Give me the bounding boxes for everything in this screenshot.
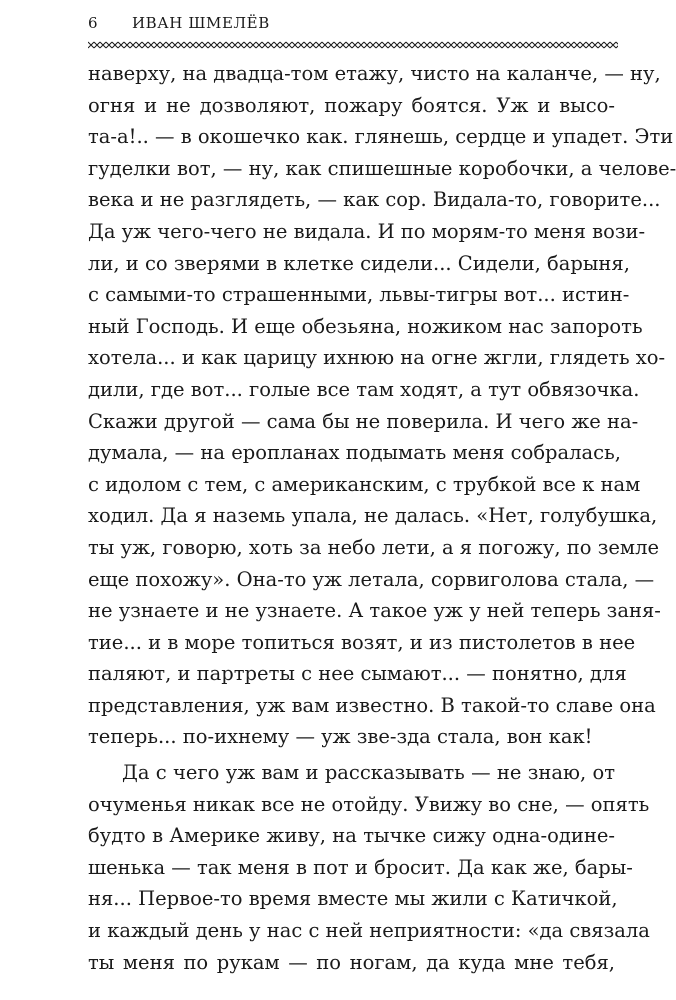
text-line: думала, — на еропланах подымать меня собралась, (88, 441, 621, 465)
text-line: ня... Первое-то время вместе мы жили с Катичкой, (88, 887, 618, 911)
text-line: та-а!.. — в окошечко как. глянешь, сердце и упадет. Эти (88, 125, 674, 149)
text-line: огня и не дозволяют, пожару боятся. Уж и высо- (88, 93, 615, 117)
paragraph (88, 757, 650, 978)
running-header-author: ИВАН ШМЕЛЁВ (132, 14, 270, 32)
text-line: дили, где вот... голые все там ходят, а тут обвязочка. (88, 377, 640, 401)
text-line: ты уж, говорю, хоть за небо лети, а я погожу, по земле (88, 535, 660, 559)
text-line: Да с чего уж вам и рассказывать — не знаю, от (122, 761, 615, 785)
text-line: с идолом с тем, с американским, с трубкой все к нам (88, 472, 641, 496)
text-line: очуменья никак все не отойду. Увижу во сне, — опять (88, 792, 650, 816)
text-line: еще похожу». Она-то уж летала, сорвиголова стала, — (88, 567, 655, 591)
text-line: гуделки вот, — ну, как спишешные коробочки, а челове- (88, 156, 676, 180)
text-line: ты меня по рукам — по ногам, да куда мне тебя, (88, 950, 615, 974)
text-line: не узнаете и не узнаете. А такое уж у ней теперь заня- (88, 599, 661, 623)
text-line: шенька — так меня в пот и бросит. Да как же, бары- (88, 855, 633, 879)
text-line: хотела... и как царицу ихнюю на огне жгли, глядеть хо- (88, 346, 666, 370)
text-line: будто в Америке живу, на тычке сижу одна-одине- (88, 824, 615, 848)
decorative-rule (88, 40, 618, 50)
text-line: наверху, на двадца-том етажу, чисто на каланче, — ну, (88, 62, 661, 85)
text-line: Скажи другой — сама бы не поверила. И чего же на- (88, 409, 639, 433)
paragraph (88, 58, 676, 753)
running-header (88, 14, 618, 36)
page-number: 6 (88, 14, 99, 32)
text-line: представления, уж вам известно. В такой-то славе она (88, 693, 656, 717)
text-line: тие... и в море топиться возят, и из пистолетов в нее (88, 630, 636, 654)
text-line: Да уж чего-чего не видала. И по морям-то меня вози- (88, 219, 646, 243)
page-text (88, 58, 676, 978)
text-line: ный Господь. И еще обезьяна, ножиком нас запороть (88, 314, 643, 338)
text-line: теперь... по-ихнему — уж зве-зда стала, вон как! (88, 725, 593, 749)
text-line: века и не разглядеть, — как сор. Видала-то, говорите... (88, 188, 661, 212)
text-line: ходил. Да я наземь упала, не далась. «Нет, голубушка, (88, 504, 658, 528)
text-line: и каждый день у нас с ней неприятности: «да связала (88, 919, 650, 943)
text-line: ли, и со зверями в клетке сидели... Сидели, барыня, (88, 251, 630, 275)
text-line: паляют, и партреты с нее сымают... — понятно, для (88, 662, 627, 686)
text-line: с самыми-то страшенными, львы-тигры вот... истин- (88, 283, 630, 307)
